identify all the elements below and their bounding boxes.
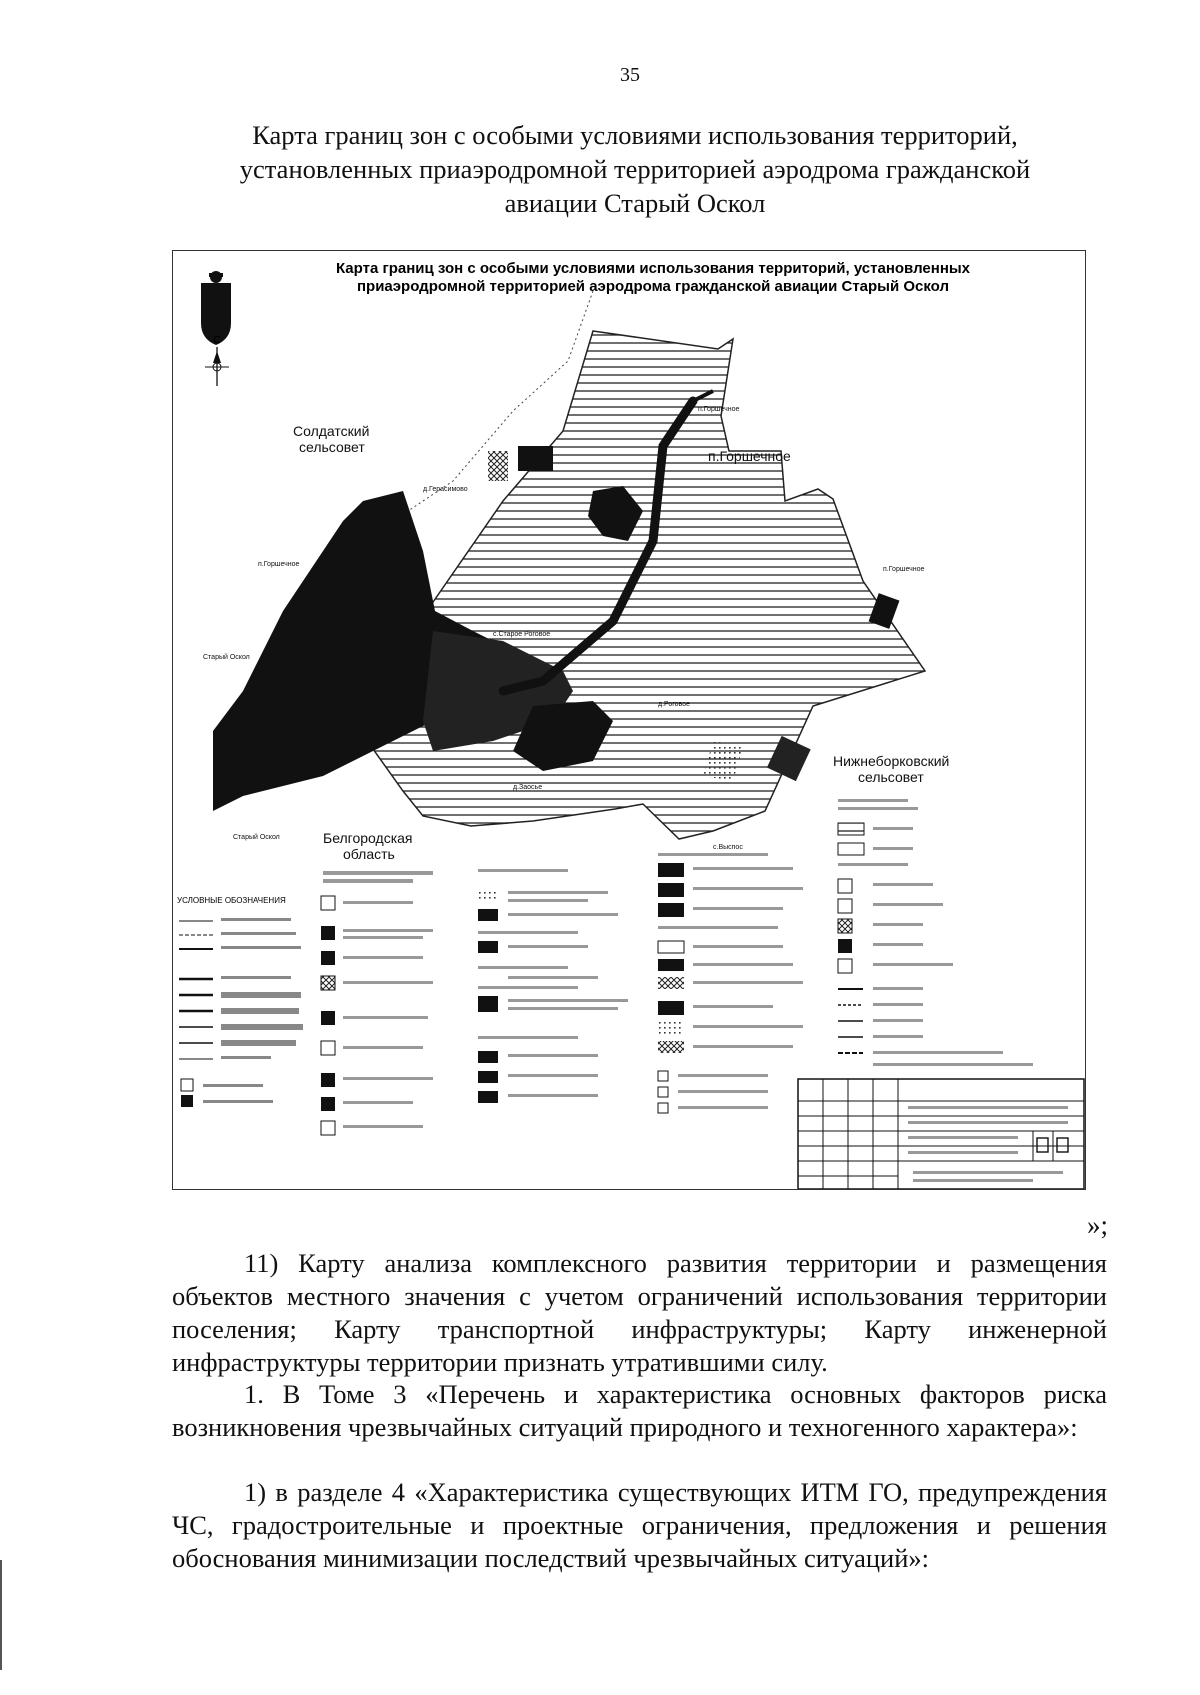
paragraph-1: 11) Карту анализа комплексного развития территории и размещения объектов местного значения с учетом ограничений использования территории поселения; Карту транспортной инфраструктуры; Карту инженерной инфраструктуры территории признать утратившими силу. xyxy=(172,1248,1107,1377)
label-stary-oskol-bottom: Старый Оскол xyxy=(233,834,280,841)
label-nizhneborkovsky-2: сельсовет xyxy=(858,769,924,785)
map-title-line-1: Карта границ зон с особыми условиями использования территорий, установленных xyxy=(335,260,971,277)
document-title-line-2: установленных приаэродромной территорией аэродрома гражданской xyxy=(239,154,1031,184)
label-staroe-roshkovo: с.Старое Роговое xyxy=(493,631,551,638)
label-gorshechnoe-big: п.Горшечное xyxy=(708,448,791,464)
label-stary-oskol-mid: Старый Оскол xyxy=(203,654,250,661)
label-gerasimovo: д.Герасимово xyxy=(423,486,468,493)
north-letter: С xyxy=(213,335,221,346)
label-nizhneborkovsky: Нижнеборковский xyxy=(833,753,950,769)
settlement-block xyxy=(518,446,553,471)
legend-heading: УСЛОВНЫЕ ОБОЗНАЧЕНИЯ xyxy=(177,896,286,905)
settlement-block xyxy=(488,451,508,481)
map-legend xyxy=(177,799,1084,1189)
paragraph-2: 1. В Томе 3 «Перечень и характеристика основных факторов риска возникновения чрезвычайных ситуаций природного и техногенного характера»: xyxy=(172,1379,1107,1442)
label-vyspos: с.Выспос xyxy=(713,844,743,851)
label-roshkovo: д.Роговое xyxy=(658,701,691,708)
document-title-line-1: Карта границ зон с особыми условиями использования территорий, xyxy=(252,120,1018,150)
label-gorshechnoe-left: п.Горшечное xyxy=(258,561,300,568)
label-belgorodskaya-2: область xyxy=(343,846,395,862)
map-figure xyxy=(172,250,1086,1190)
coat-of-arms-icon xyxy=(201,271,231,345)
paragraph-3: 1) в разделе 4 «Характеристика существующих ИТМ ГО, предупреждения ЧС, градостроительные и проектные ограничения, предложения и решения обоснования минимизации последствий чрезвычайных ситуаций»: xyxy=(172,1477,1107,1573)
label-gorshechnoe-right: п.Горшечное xyxy=(883,566,925,573)
label-gorshechnoe-small: п.Горшечное xyxy=(698,406,740,413)
label-soldatsky: Солдатский xyxy=(293,423,370,439)
closing-quote: »; xyxy=(1086,1210,1108,1240)
document-title-line-3: авиации Старый Оскол xyxy=(504,188,766,218)
document-title xyxy=(190,118,1080,220)
label-soldatsky-2: сельсовет xyxy=(299,439,365,455)
page-number: 35 xyxy=(620,64,640,86)
left-margin-rule xyxy=(0,1560,2,1670)
map-drawing xyxy=(173,251,1086,1190)
map-title-line-2: приаэродромной территорией аэродрома гражданской авиации Старый Оскол xyxy=(356,278,950,295)
label-belgorodskaya: Белгородская xyxy=(323,830,413,846)
label-zaosye: д.Заосье xyxy=(513,784,543,791)
north-arrow-icon xyxy=(205,335,229,386)
